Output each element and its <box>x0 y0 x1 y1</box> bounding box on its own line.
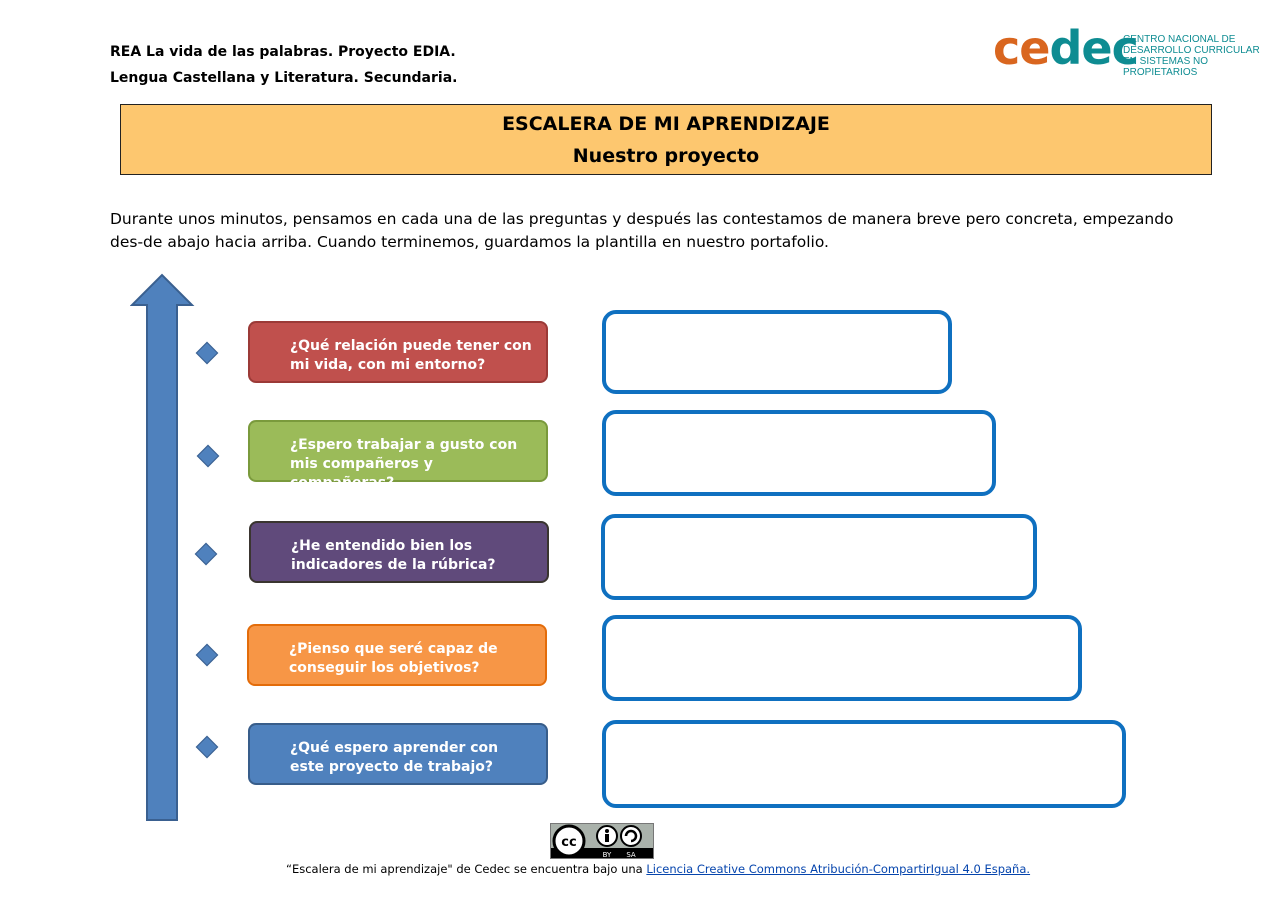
cc-label-by: BY <box>602 851 612 858</box>
answer-box-rubric[interactable] <box>601 514 1037 600</box>
question-box-rubric <box>249 521 549 583</box>
question-box-objectives <box>247 624 547 686</box>
license-prefix: “Escalera de mi aprendizaje" de Cedec se encuentra bajo una <box>286 862 647 876</box>
step-diamond-icon <box>196 342 219 365</box>
main-title: ESCALERA DE MI APRENDIZAJE <box>502 113 830 135</box>
up-arrow-icon <box>130 273 196 823</box>
question-text: ¿Qué espero aprender con este proyecto de trabajo? <box>290 740 499 775</box>
logo-sub-line-3: EN SISTEMAS NO PROPIETARIOS <box>1123 56 1209 78</box>
title-banner <box>120 104 1212 175</box>
answer-box-learning[interactable] <box>602 720 1126 808</box>
logo-wordmark <box>993 22 1138 74</box>
instructions-paragraph: Durante unos minutos, pensamos en cada una de las preguntas y después las contestamos de manera breve pero concreta, empezando des-de abajo hacia arriba. Cuando terminemos, guardamos la plantilla en nuestro portafolio. <box>110 210 1174 251</box>
step-diamond-icon <box>195 543 218 566</box>
license-link[interactable]: Licencia Creative Commons Atribución-CompartirIgual 4.0 España. <box>646 862 1031 876</box>
cedec-logo <box>993 21 1273 78</box>
answer-box-teamwork[interactable] <box>602 410 996 496</box>
answer-box-objectives[interactable] <box>602 615 1082 701</box>
cc-license-icon <box>551 824 653 858</box>
cc-label-sa: SA <box>626 851 636 858</box>
logo-word-dec: dec <box>1049 21 1138 75</box>
question-box-teamwork <box>248 420 548 491</box>
question-box-learning <box>248 723 548 785</box>
question-text: ¿He entendido bien los indicadores de la rúbrica? <box>291 538 496 573</box>
svg-text:cc: cc <box>561 835 577 850</box>
subtitle: Nuestro proyecto <box>572 145 760 167</box>
header-line-2: Lengua Castellana y Literatura. Secundaria. <box>110 70 458 86</box>
question-text: ¿Qué relación puede tener con mi vida, con mi entorno? <box>290 338 532 373</box>
step-diamond-icon <box>197 445 220 468</box>
question-box-relation <box>248 321 548 383</box>
question-text: ¿Espero trabajar a gusto con mis compañeros y compañeras? <box>290 437 518 491</box>
license-text <box>286 862 1030 876</box>
cc-by-sa-badge <box>550 823 654 859</box>
logo-word-ce: ce <box>993 21 1050 75</box>
logo-sub-line-2: DESARROLLO CURRICULAR <box>1123 45 1260 56</box>
logo-subtitle <box>1123 34 1273 78</box>
step-diamond-icon <box>196 736 219 759</box>
step-diamond-icon <box>196 644 219 667</box>
header-line-1: REA La vida de las palabras. Proyecto EDIA. <box>110 44 456 60</box>
question-text: ¿Pienso que seré capaz de conseguir los objetivos? <box>289 641 498 676</box>
answer-box-relation[interactable] <box>602 310 952 394</box>
logo-sub-line-1: CENTRO NACIONAL DE <box>1123 34 1236 45</box>
